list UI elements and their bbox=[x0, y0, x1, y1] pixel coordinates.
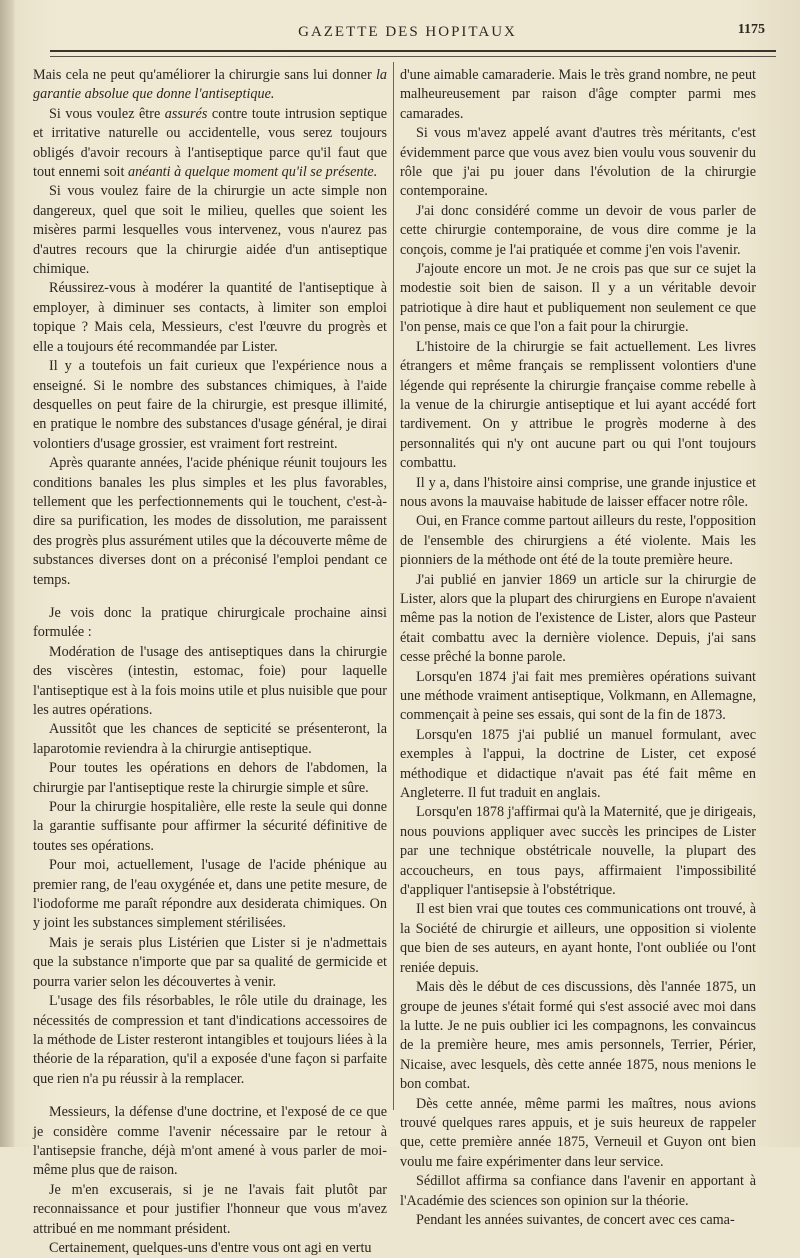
paragraph: Après quarante années, l'acide phénique réunit toujours les conditions banales les plus simples et les plus favorables, tellement que les perfectionnements qui le touchent, c'est-à-dire sa purification, les modes de dissolution, me paraissent des progrès plus assurément utiles que la découverte même de substances diverses dont on a préconisé l'emploi pendant ce temps. bbox=[33, 455, 387, 588]
page-header bbox=[40, 20, 775, 50]
paragraph: Oui, en France comme partout ailleurs du reste, l'opposition de l'ensemble des chirurgiens a été violente. Mais les pionniers de la méthode ont été de la toute première heure. bbox=[400, 513, 756, 569]
paragraph: Lorsqu'en 1875 j'ai publié un manuel formulant, avec exemples à l'appui, la doctrine de Lister, cet exposé méthodique et didactique n'avait pas été fait même en Angleterre. Il fut traduit en anglais. bbox=[400, 726, 756, 802]
paragraph bbox=[33, 66, 387, 105]
binding-edge bbox=[0, 0, 14, 1147]
paragraph: Je vois donc la pratique chirurgicale prochaine ainsi formulée : bbox=[33, 604, 387, 641]
italic-run: la garantie absolue que donne l'antiseptique. bbox=[33, 67, 387, 103]
paragraph: Lorsqu'en 1874 j'ai fait mes premières opérations suivant une méthode vraiment antiseptique, Volkmann, en Allemagne, commençait à peine ses essais, qui sont de la fin de 1873. bbox=[400, 668, 756, 724]
paragraph: Il est bien vrai que toutes ces communications ont trouvé, à la Société de chirurgie et ailleurs, une opposition si violente que bien de ses auteurs, en ayant honte, l'ont oubliée ou l'ont reniée depuis. bbox=[400, 901, 756, 976]
paragraph: Modération de l'usage des antiseptiques dans la chirurgie des viscères (intestin, estomac, foie) pour laquelle l'antiseptique est à la fois moins utile et plus nuisible que pour les autres opérations. bbox=[33, 643, 387, 718]
text-run: Mais cela ne peut qu'améliorer la chirurgie sans lui donner bbox=[33, 67, 376, 83]
paragraph: Mais je serais plus Listérien que Lister si je n'admettais que la substance n'importe que par sa qualité de germicide et pourra varier selon les découvertes à venir. bbox=[33, 934, 387, 990]
running-title: GAZETTE DES HOPITAUX bbox=[298, 24, 517, 40]
paragraph: Mais dès le début de ces discussions, dès l'année 1875, un groupe de jeunes s'était formé qui s'est associé avec moi dans la lutte. Je ne puis oublier ici les compagnons, les convaincus de la première heure, mes amis personnels, Terrier, Périer, Nicaise, avec lesquels, dès cette année 1875, nous menions le bon combat. bbox=[400, 979, 756, 1093]
paragraph: J'ajoute encore un mot. Je ne crois pas que sur ce sujet la modestie soit bien de saison. Il y a un véritable devoir patriotique à dire haut et publiquement non seulement ce que l'on pense, mais ce que l'on a fait pour la chirurgie. bbox=[400, 261, 756, 336]
column-divider bbox=[393, 62, 394, 1110]
paragraph: Il y a, dans l'histoire ainsi comprise, une grande injustice et nous avons la mauvaise habitude de laisser effacer notre rôle. bbox=[400, 474, 756, 510]
paragraph: Dès cette année, même parmi les maîtres, nous avions trouvé quelques rares appuis, et je suis heureux de rappeler que, cette première année 1875, Verneuil et Guyon ont bien voulu me faire expérimenter dans leur service. bbox=[400, 1095, 756, 1170]
paragraph: d'une aimable camaraderie. Mais le très grand nombre, ne peut malheureusement par raison d'âge compter parmi mes camarades. bbox=[400, 67, 756, 122]
paragraph: J'ai donc considéré comme un devoir de vous parler de cette chirurgie contemporaine, de vous dire comme je la conçois, comme je l'ai pratiquée et comme j'en vois l'avenir. bbox=[400, 202, 756, 258]
paragraph: Pour moi, actuellement, l'usage de l'acide phénique au premier rang, de l'eau oxygénée et, dans une petite mesure, de l'iodoforme me paraît répondre aux desiderata chimiques. On y joint les substances simplement stérilisées. bbox=[33, 857, 387, 932]
page-number: 1175 bbox=[737, 22, 765, 37]
header-rule bbox=[50, 50, 776, 52]
paragraph: L'usage des fils résorbables, le rôle utile du drainage, les nécessités de compression et tant d'indications accessoires de la méthode de Lister resteront intangibles et toujours liées à la théorie de la réparation, qu'il a exposée d'une façon si parfaite que rien n'a pu réussir à la remplacer. bbox=[33, 993, 387, 1087]
paragraph: Pour toutes les opérations en dehors de l'abdomen, la chirurgie par l'antiseptique reste la chirurgie simple et sûre. bbox=[33, 760, 387, 796]
paragraph: Lorsqu'en 1878 j'affirmai qu'à la Maternité, que je dirigeais, nous pouvions appliquer avec succès les principes de Lister par une technique obstétricale nouvelle, la plupart des accoucheurs, en tous pays, affirmaient l'impossibilité d'appliquer l'antisepsie à l'obstétrique. bbox=[400, 804, 756, 899]
paragraph: Si vous m'avez appelé avant d'autres très méritants, c'est évidemment parce que vous avez bien voulu vous souvenir du rôle que j'ai pu jouer dans l'évolution de la chirurgie contemporaine. bbox=[400, 125, 756, 200]
text-run: contre toute intrusion septique et irritative naturelle ou accidentelle, vous serez toujours obligés d'avoir recours à l'antiseptique parce qu'il faut que tout ennemi soit bbox=[33, 105, 387, 181]
paragraph: Réussirez-vous à modérer la quantité de l'antiseptique à employer, à diminuer ses contacts, à limiter son emploi topique ? Mais cela, Messieurs, c'est l'œuvre du progrès et elle a toujours été recommandée par Lister. bbox=[33, 280, 387, 355]
paragraph: Si vous voulez faire de la chirurgie un acte simple non dangereux, quel que soit le milieu, quelles que soient les misères parmi lesquelles vous intervenez, vous n'aurez pas d'autres recours que la chirurgie aidée d'un antiseptique chimique. bbox=[33, 183, 387, 278]
paragraph: Sédillot affirma sa confiance dans l'avenir en apportant à l'Académie des sciences son opinion sur la théorie. bbox=[400, 1173, 756, 1209]
paragraph: Certainement, quelques-uns d'entre vous ont agi en vertu bbox=[49, 1239, 372, 1256]
paragraph: Je m'en excuserais, si je ne l'avais fait plutôt par reconnaissance et pour justifier l'honneur que vous m'avez attribué en me nommant président. bbox=[33, 1181, 387, 1237]
paragraph bbox=[33, 105, 387, 183]
paragraph: L'histoire de la chirurgie se fait actuellement. Les livres étrangers et même français se remplissent volontiers d'une légende qui représente la chirurgie française comme rebelle à la venue de la chirurgie antiseptique et lui ayant accédé fort tardivement. On y attribue le progrès moderne à des personnalités qui n'y ont aucune part ou qui l'ont toujours combattu. bbox=[400, 338, 756, 472]
paragraph: Pour la chirurgie hospitalière, elle reste la seule qui donne la garantie suffisante pour affirmer la sécurité définitive de toutes ses opérations. bbox=[33, 799, 387, 854]
paragraph: Pendant les années suivantes, de concert avec ces cama- bbox=[416, 1211, 735, 1228]
left-column bbox=[33, 66, 387, 1258]
paragraph: Il y a toutefois un fait curieux que l'expérience nous a enseigné. Si le nombre des substances chimiques, à l'aide desquelles on peut faire de la chirurgie, est presque illimité, en pratique le nombre des substances d'usage général, je dirai volontiers d'usage grossier, est vraiment fort restreint. bbox=[33, 358, 387, 452]
text-run: Si vous voulez être bbox=[49, 105, 165, 122]
right-column bbox=[400, 66, 756, 1230]
paragraph: Aussitôt que les chances de septicité se présenteront, la laparotomie reviendra à la chirurgie antiseptique. bbox=[33, 721, 387, 757]
paragraph: Messieurs, la défense d'une doctrine, et l'exposé de ce que je considère comme l'avenir nécessaire par le retour à l'antisepsie franche, déjà m'ont amené à vous parler de moi-même plus que de raison. bbox=[33, 1104, 387, 1179]
paragraph: J'ai publié en janvier 1869 un article sur la chirurgie de Lister, alors que la plupart des chirurgiens en Europe n'avaient même pas la notion de l'existence de Lister, alors que Pasteur était combattu avec la dernière violence. Depuis, j'ai sans cesse prêché la bonne parole. bbox=[400, 571, 756, 666]
header-rule-thin bbox=[50, 56, 776, 57]
italic-run: assurés bbox=[164, 105, 208, 122]
italic-run: anéanti à quelque moment qu'il se présente. bbox=[127, 164, 378, 181]
